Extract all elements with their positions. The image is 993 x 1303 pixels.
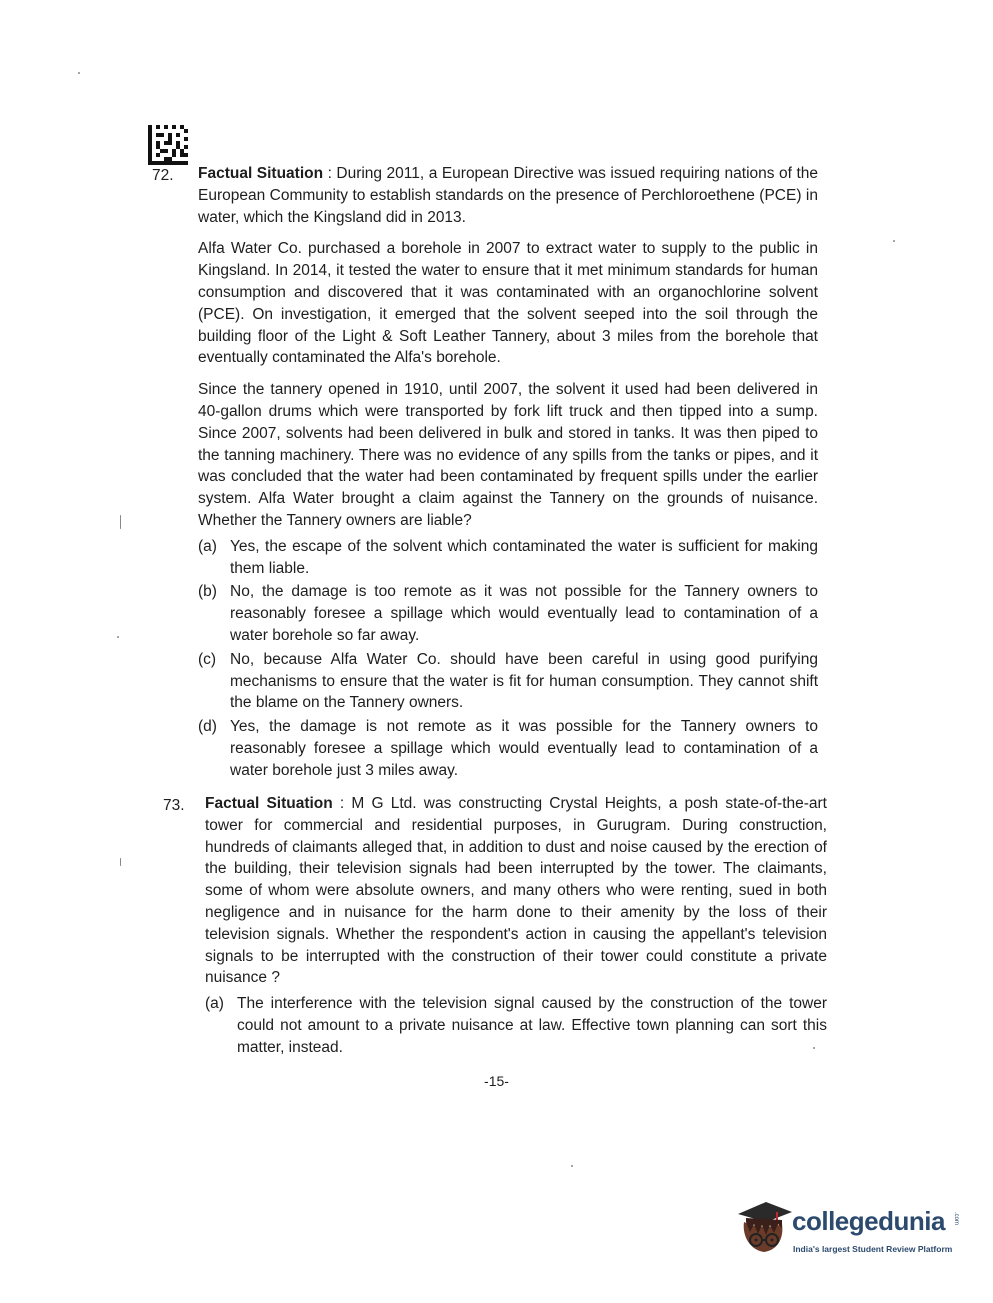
- question-73-intro: [205, 793, 827, 989]
- option-text: Yes, the damage is not remote as it was possible for the Tannery owners to reasonably foresee a spillage which would eventually lead to contamination of a water borehole just 3 miles away.: [230, 718, 818, 779]
- option-letter: (a): [205, 995, 224, 1013]
- question-72-option-c: [198, 649, 818, 714]
- question-73-label: Factual Situation: [205, 795, 333, 812]
- question-73-option-a: [205, 993, 827, 1058]
- brand-domain: .com: [953, 1212, 959, 1226]
- question-72-intro-text: : During 2011, a European Directive was issued requiring nations of the European Community to establish standards on the presence of Perchloroethene (PCE) in water, which the Kingsland did in 2013.: [198, 165, 818, 226]
- collegedunia-logo: [730, 1196, 970, 1266]
- question-72-para-2: Alfa Water Co. purchased a borehole in 2007 to extract water to supply to the public in Kingsland. In 2014, it tested the water to ensure that it met minimum standards for human consumption and discovered that it was contaminated with an organochlorine solvent (PCE). On investigation, it emerged that the solvent seeped into the soil through the building floor of the Light & Soft Leather Tannery, about 3 miles from the borehole that eventually contaminated the Alfa's borehole.: [198, 240, 818, 367]
- question-72-number: 72.: [152, 167, 174, 184]
- scan-speck: [120, 858, 121, 866]
- question-72: [198, 163, 818, 784]
- option-text: No, the damage is too remote as it was not possible for the Tannery owners to reasonably foresee a spillage which would eventually lead to contamination of a water borehole so far away.: [230, 583, 818, 644]
- option-letter: (b): [198, 583, 217, 601]
- question-72-para-3: Since the tannery opened in 1910, until 2007, the solvent it used had been delivered in 40-gallon drums which were transported by fork lift truck and then tipped into a sump. Since 2007, solvents had been delivered in bulk and stored in tanks. It was then piped to the tanning machinery. There was no evidence of any spills from the tanks or pipes, and it was concluded that the water had been contaminated by frequent spills under the earlier system. Alfa Water brought a claim against the Tannery on the grounds of nuisance. Whether the Tannery owners are liable?: [198, 381, 818, 529]
- option-letter: (a): [198, 537, 217, 555]
- question-73: [205, 793, 827, 1061]
- student-mascot-icon: [736, 1198, 792, 1260]
- brand-name: collegedunia: [792, 1206, 945, 1236]
- question-73-number: 73.: [163, 797, 185, 814]
- scan-speck: [813, 1047, 815, 1049]
- question-73-intro-text: : M G Ltd. was constructing Crystal Heights, a posh state-of-the-art tower for commercial and residential purposes, in Gurugram. During construction, hundreds of claimants alleged that, in addition to dust and noise caused by the erection of the building, their television signals had been interrupted by the tower. The claimants, some of whom were absolute owners, and many others who were renting, sued in both negligence and in nuisance for the harm done to their amenity by the loss of their television signals. Whether the respondent's action in causing the appellant's television signals to be interrupted with the construction of their tower could constitute a private nuisance ?: [205, 795, 827, 987]
- option-text: The interference with the television signal caused by the construction of the tower could not amount to a private nuisance at law. Effective town planning can sort this matter, instead.: [237, 995, 827, 1056]
- scan-speck: [571, 1165, 573, 1167]
- question-72-option-d: [198, 716, 818, 781]
- option-text: Yes, the escape of the solvent which contaminated the water is sufficient for making them liable.: [230, 537, 818, 577]
- brand-tagline: India's largest Student Review Platform: [793, 1244, 953, 1254]
- datamatrix-barcode-icon: [148, 125, 188, 165]
- page-number: -15-: [484, 1073, 509, 1089]
- question-72-option-b: [198, 581, 818, 646]
- scan-speck: [117, 636, 119, 638]
- question-72-intro: [198, 163, 818, 228]
- scan-speck: [78, 72, 80, 74]
- option-text: No, because Alfa Water Co. should have been careful in using good purifying mechanisms to ensure that the water is fit for human consumption. They cannot shift the blame on the Tannery owners.: [230, 650, 818, 712]
- option-letter: (c): [198, 650, 217, 668]
- option-letter: (d): [198, 718, 217, 736]
- question-72-label: Factual Situation: [198, 165, 324, 182]
- scan-speck: [120, 515, 121, 529]
- question-72-option-a: [198, 536, 818, 580]
- scan-speck: [893, 240, 895, 242]
